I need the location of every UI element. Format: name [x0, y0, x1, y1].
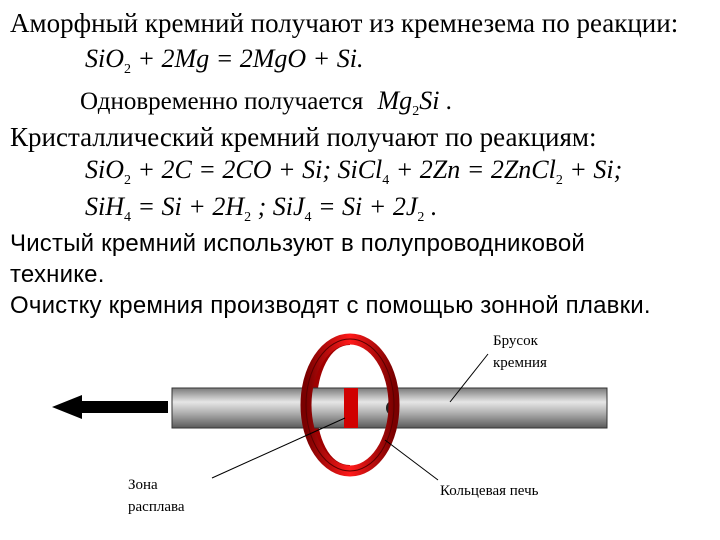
mg2si-formula: $Mg_2Si$ [377, 86, 440, 119]
heading-amorphous: Аморфный кремний получают из кремнезема по реакции: [10, 8, 679, 38]
label-melt-zone: Зона расплава [128, 477, 185, 515]
pure-silicon-line2: технике. [10, 261, 105, 288]
simultaneous-line: Одновременно получается $Mg_2Si$ . [80, 86, 452, 119]
direction-arrow-shaft [78, 401, 168, 413]
leader-furnace [385, 440, 438, 480]
direction-arrow-head [52, 395, 82, 419]
simultaneous-prefix: Одновременно получается [80, 88, 364, 115]
equation-sio2-mg: SiO$_2$ + 2Mg = 2MgO + Si. [85, 44, 364, 77]
pure-silicon-line1: Чистый кремний используют в полупроводниковой [10, 230, 585, 257]
label-ring-furnace: Кольцевая печь [440, 483, 539, 499]
purification-line: Очистку кремния производят с помощью зонной плавки. [10, 292, 651, 319]
equation-row-2: SiO$_2$ + 2C = 2CO + Si; SiCl$_4$ + 2Zn = 2ZnCl$_2$ + Si; [85, 155, 623, 188]
label-silicon-bar: Брусок кремния [493, 333, 547, 371]
equation-row-3: $SiH_4 = Si + 2H_2$ ; $SiJ_4 = Si + 2J_2$ . [85, 192, 438, 225]
melt-zone [344, 388, 358, 428]
heading-crystalline: Кристаллический кремний получают по реакциям: [10, 122, 597, 152]
